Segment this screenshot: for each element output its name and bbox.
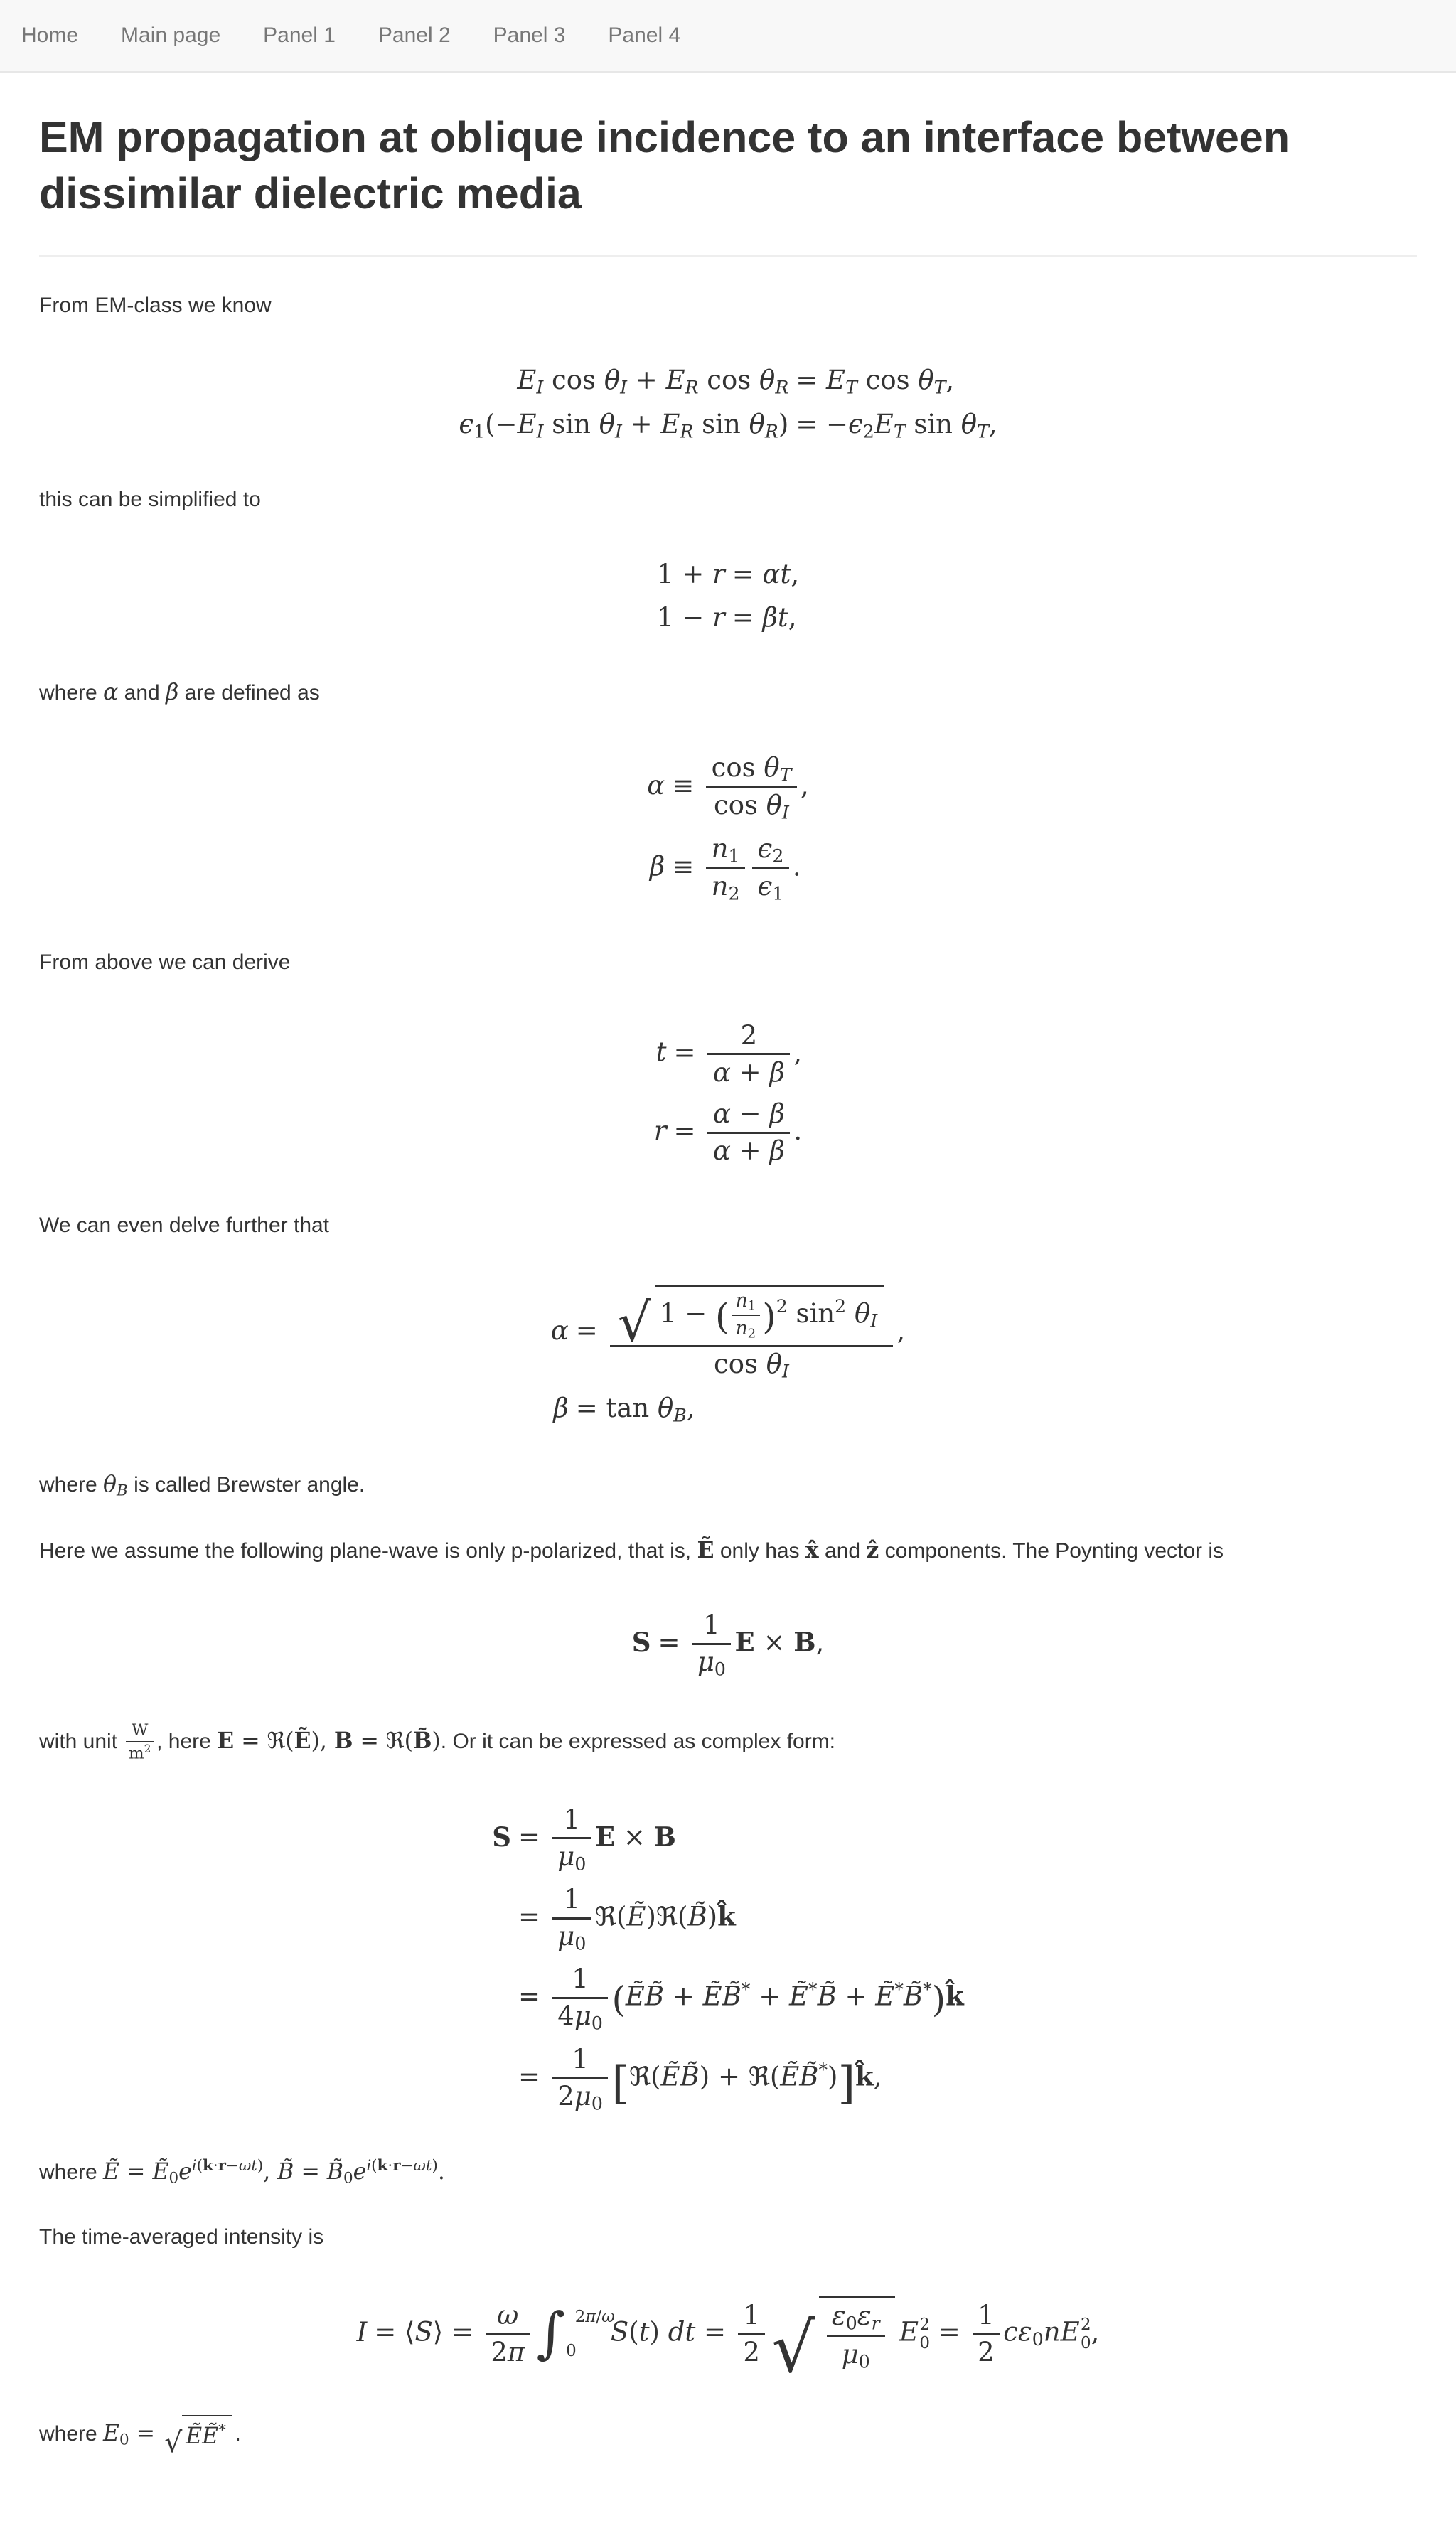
equation-time-averaged-intensity [356, 2290, 1100, 2389]
para-p-polarized: Here we assume the following plane-wave is only p-polarized, that is, Ẽ only has x̂ and ẑ components. The Poynting vector is [39, 1537, 1224, 1564]
para-plane-wave-forms: where Ẽ = $Ẽ_0e^{i(k\cdot r-\omega t)}$, B̃ = $B̃_0e^{i(k\cdot r-\omega t)}$. [39, 2157, 445, 2188]
nav-item-panel-4[interactable]: Panel 4 [608, 23, 681, 47]
para-time-averaged: The time-averaged intensity is [39, 2225, 324, 2249]
para-simplified: this can be simplified to [39, 488, 261, 512]
equation-right: = $\frac{1}{\mu_0}$ ℜ(Ẽ)ℜ(B̃)k̂ [518, 1884, 736, 1954]
equation-left: $E_I$ $\cos \theta_I + E_R$ $\cos \theta_R$ [517, 364, 789, 397]
equation-simplified [657, 552, 799, 639]
para-e0-definition: where $E_0$ = √ ẼẼ* . [39, 2415, 1417, 2454]
equation-left: S [631, 1626, 651, 1658]
equation-right: = $\frac{1}{\mu_0}$ E × B, [658, 1610, 825, 1680]
page-title: EM propagation at oblique incidence to an interface between dissimilar dielectric media [39, 113, 1290, 218]
equation-alpha-brewster [551, 1278, 906, 1431]
equation-line [647, 747, 808, 828]
para-alpha-beta: where α and β are defined as [39, 680, 320, 706]
equation-left: S [492, 1821, 511, 1853]
equation-right: = αt, [732, 559, 800, 590]
para-delve: We can even delve further that [39, 1213, 330, 1237]
equation-right: = $\frac{1}{4\mu_0}$ (ẼB̃ + ẼB̃* + Ẽ*B̃ + Ẽ*B̃*)k̂ [518, 1964, 964, 2034]
para-derive: From above we can derive [39, 950, 291, 974]
equation-line [551, 1386, 906, 1430]
top-navbar [0, 0, 1456, 73]
title-divider [39, 255, 1417, 257]
equation-poynting-vector [632, 1605, 824, 1684]
nav-item-main-page[interactable]: Main page [121, 23, 221, 47]
equation-line [657, 552, 799, 596]
equation-line [632, 1605, 824, 1684]
equation-t-r [654, 1015, 802, 1172]
equation-right: = $\frac{1}{2\mu_0}$ [ℜ(ẼB̃) + ℜ(ẼB̃*)]k̂, [518, 2043, 882, 2114]
equation-right: = $\tan \theta_B$, [575, 1393, 695, 1426]
equation-alpha-beta-definition [647, 747, 808, 909]
equation-line [657, 596, 799, 639]
equation-left [492, 2039, 518, 2119]
equation-line [492, 1799, 964, 1879]
equation-right: = $\frac{\alpha - \beta}{\alpha + \beta}$ . [673, 1098, 803, 1167]
equation-left [492, 1879, 518, 1959]
equation-line [459, 402, 997, 446]
equation-line [459, 358, 997, 402]
equation-line [654, 1015, 802, 1094]
equation-left: 1 − r [656, 602, 725, 633]
equation-right: = $\frac{1}{\mu_0}$ E × B [518, 1804, 676, 1875]
article-body [0, 109, 1456, 2543]
equation-line [356, 2290, 1100, 2389]
equation-left: β [649, 851, 665, 882]
equation-left: r [653, 1115, 667, 1146]
equation-right: = √ 1 − ( $\frac{n_1}{n_2}$ )$^2$ $\sin^2 \theta_I$ $\cos \theta_I$ , [576, 1278, 906, 1387]
para-brewster: where $\theta_B$ is called Brewster angle. [39, 1471, 365, 1500]
equation-left: α [647, 770, 665, 801]
equation-line [551, 1278, 906, 1387]
equation-poynting-complex-derivation [492, 1799, 964, 2119]
equation-right: = $-\epsilon_2E_T$ $\sin \theta_T$, [796, 409, 997, 442]
equation-left: 1 + r [656, 559, 725, 590]
equation-boundary-conditions [459, 358, 997, 447]
para-unit: with unit $\frac{W}{m^2}$ , here E = ℜ(Ẽ), B = ℜ(B̃). Or it can be expressed as complex form: [39, 1720, 836, 1762]
equation-left: t [655, 1037, 667, 1068]
equation-right: ≡ $\frac{\cos \theta_T}{\cos \theta_I}$ , [672, 751, 809, 823]
nav-item-home[interactable]: Home [21, 23, 79, 47]
equation-left: I [356, 2316, 368, 2347]
equation-line [492, 1879, 964, 1959]
equation-right: = ⟨S⟩ = $\frac{\omega}{2\pi}$ ∫ 2π/ω 0 S(t) dt = $\frac{1}{2}$ √ $\frac{\varepsilon_0\varepsilon_r}{\mu_0}$ E 2 0 = $\frac{1}{2}$ $c\varepsilon_0nE$ 2 0 , [374, 2290, 1099, 2378]
equation-left: β [553, 1393, 569, 1424]
equation-line [492, 2039, 964, 2119]
equation-right: = βt, [732, 602, 797, 633]
nav-item-panel-2[interactable]: Panel 2 [378, 23, 451, 47]
equation-left [492, 1959, 518, 2038]
para-intro: From EM-class we know [39, 293, 272, 317]
equation-line [492, 1959, 964, 2038]
equation-line [654, 1093, 802, 1172]
equation-line [647, 828, 808, 909]
equation-right: ≡ $\frac{n_1}{n_2}$ $\frac{\epsilon_2}{\epsilon_1}$ . [672, 833, 801, 904]
equation-left: $\epsilon_1(-E_I$ $\sin \theta_I + E_R$ $\sin \theta_R$) [459, 409, 789, 442]
nav-item-panel-3[interactable]: Panel 3 [493, 23, 566, 47]
equation-left: α [550, 1315, 569, 1346]
equation-right: = $E_T$ $\cos \theta_T$, [796, 364, 955, 397]
equation-right: = $\frac{2}{\alpha + \beta}$ , [673, 1019, 803, 1088]
nav-item-panel-1[interactable]: Panel 1 [263, 23, 336, 47]
